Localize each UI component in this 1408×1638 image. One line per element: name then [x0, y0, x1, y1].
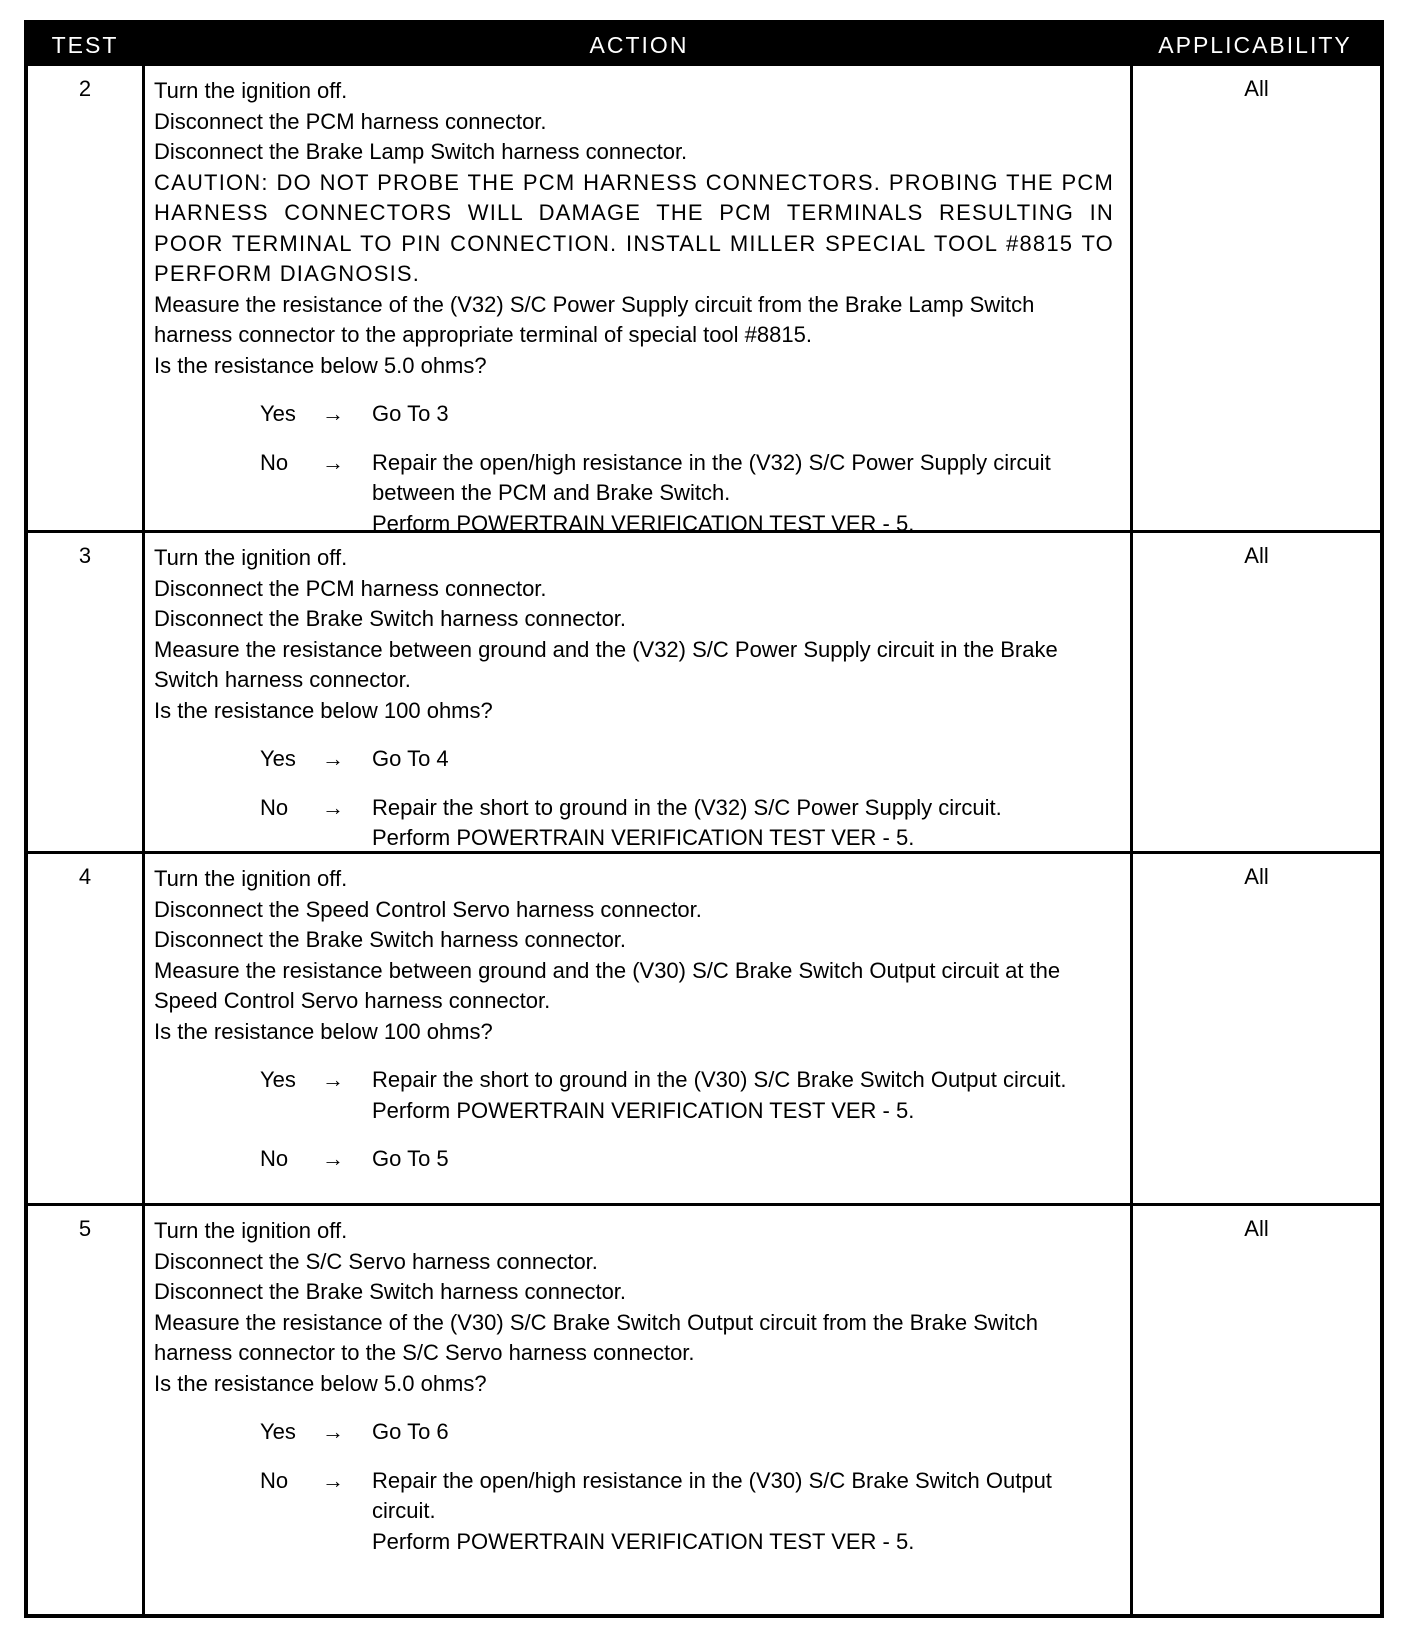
- arrow-icon: →: [322, 449, 344, 475]
- yes-branch: [154, 1065, 1114, 1126]
- header-test: TEST: [51, 32, 119, 58]
- step-text: Disconnect the S/C Servo harness connector.: [154, 1248, 598, 1274]
- no-branch: [154, 793, 1114, 854]
- step-text: Disconnect the Brake Switch harness connector.: [154, 606, 627, 631]
- arrow-icon: →: [322, 401, 344, 426]
- step-text: Disconnect the Brake Switch harness connector.: [154, 1279, 627, 1304]
- arrow-icon: →: [322, 1146, 344, 1171]
- yes-result: Repair the short to ground in the (V30) S/C Brake Switch Output circuit.: [372, 1067, 1067, 1092]
- yes-result: Go To 6: [372, 1419, 449, 1444]
- yes-result: Perform POWERTRAIN VERIFICATION TEST VER - 5.: [372, 1097, 915, 1123]
- yes-result: Go To 3: [372, 401, 449, 426]
- no-result: Go To 5: [372, 1146, 449, 1171]
- no-result: Repair the open/high resistance in the (V30) S/C Brake Switch Output circuit.: [372, 1467, 1052, 1523]
- yes-branch: [154, 399, 1114, 430]
- table-row: [28, 851, 1380, 1203]
- yes-label: Yes: [260, 401, 296, 426]
- applicability-value: All: [1244, 76, 1269, 101]
- yes-branch: [154, 744, 1114, 775]
- question-text: Is the resistance below 5.0 ohms?: [154, 352, 487, 378]
- arrow-icon: →: [322, 794, 344, 820]
- step-text: Disconnect the PCM harness connector.: [154, 575, 547, 601]
- table-row: [28, 530, 1380, 851]
- yes-label: Yes: [260, 746, 296, 771]
- test-number: 5: [78, 1216, 92, 1241]
- yes-result: Go To 4: [372, 746, 449, 771]
- no-label: No: [260, 449, 289, 475]
- test-number: 2: [78, 76, 92, 101]
- step-text: Turn the ignition off.: [154, 78, 348, 103]
- no-result: Perform POWERTRAIN VERIFICATION TEST VER - 5.: [372, 510, 915, 536]
- step-text: Turn the ignition off.: [154, 866, 348, 891]
- table-row: [28, 66, 1380, 536]
- step-text: Disconnect the PCM harness connector.: [154, 108, 547, 134]
- no-result: Perform POWERTRAIN VERIFICATION TEST VER - 5.: [372, 825, 915, 850]
- action-cell: [154, 76, 1114, 539]
- action-cell: [154, 864, 1114, 1175]
- no-branch: [154, 1466, 1114, 1558]
- no-result: Repair the open/high resistance in the (V32) S/C Power Supply circuit between the PCM and Brake Switch.: [372, 449, 1051, 505]
- measure-text: Measure the resistance between ground and the (V30) S/C Brake Switch Output circuit at the Speed Control Servo harness connector.: [154, 957, 1061, 1013]
- question-text: Is the resistance below 100 ohms?: [154, 1018, 493, 1044]
- arrow-icon: →: [322, 746, 344, 771]
- step-text: Turn the ignition off.: [154, 1218, 348, 1243]
- arrow-icon: →: [322, 1067, 344, 1092]
- question-text: Is the resistance below 100 ohms?: [154, 697, 493, 723]
- test-number: 3: [78, 543, 92, 568]
- no-label: No: [260, 1467, 289, 1493]
- step-text: Turn the ignition off.: [154, 545, 348, 570]
- no-branch: [154, 1144, 1114, 1175]
- question-text: Is the resistance below 5.0 ohms?: [154, 1370, 487, 1396]
- header-applicability: APPLICABILITY: [1158, 32, 1352, 58]
- diagnostic-table: [24, 20, 1384, 1618]
- no-branch: [154, 448, 1114, 540]
- no-result: Perform POWERTRAIN VERIFICATION TEST VER - 5.: [372, 1528, 915, 1554]
- measure-text: Measure the resistance of the (V30) S/C Brake Switch Output circuit from the Brake Switch harness connector to the S/C Servo harness connector.: [154, 1309, 1039, 1365]
- no-label: No: [260, 794, 289, 820]
- action-cell: [154, 1216, 1114, 1557]
- test-number: 4: [78, 864, 92, 889]
- yes-branch: [154, 1417, 1114, 1448]
- arrow-icon: →: [322, 1419, 344, 1444]
- applicability-value: All: [1244, 1216, 1269, 1241]
- table-header: [28, 24, 1380, 66]
- table-row: [28, 1203, 1380, 1614]
- measure-text: Measure the resistance of the (V32) S/C Power Supply circuit from the Brake Lamp Switch harness connector to the appropriate terminal of special tool #8815.: [154, 291, 1035, 347]
- applicability-value: All: [1244, 543, 1269, 568]
- caution-text: CAUTION: DO NOT PROBE THE PCM HARNESS CONNECTORS. PROBING THE PCM HARNESS CONNECTORS WILL DAMAGE THE PCM TERMINALS RESULTING IN POOR TERMINAL TO PIN CONNECTION. INSTALL MILLER SPECIAL TOOL #8815 TO PERFORM DIAGNOSIS.: [154, 169, 1114, 286]
- step-text: Disconnect the Speed Control Servo harness connector.: [154, 896, 702, 922]
- yes-label: Yes: [260, 1067, 296, 1092]
- applicability-value: All: [1244, 864, 1269, 889]
- no-label: No: [260, 1146, 289, 1171]
- arrow-icon: →: [322, 1467, 344, 1493]
- yes-label: Yes: [260, 1419, 296, 1444]
- action-cell: [154, 543, 1114, 854]
- measure-text: Measure the resistance between ground and the (V32) S/C Power Supply circuit in the Brake Switch harness connector.: [154, 636, 1058, 692]
- step-text: Disconnect the Brake Lamp Switch harness connector.: [154, 139, 688, 164]
- no-result: Repair the short to ground in the (V32) S/C Power Supply circuit.: [372, 794, 1002, 820]
- header-action: ACTION: [589, 32, 689, 58]
- step-text: Disconnect the Brake Switch harness connector.: [154, 927, 627, 952]
